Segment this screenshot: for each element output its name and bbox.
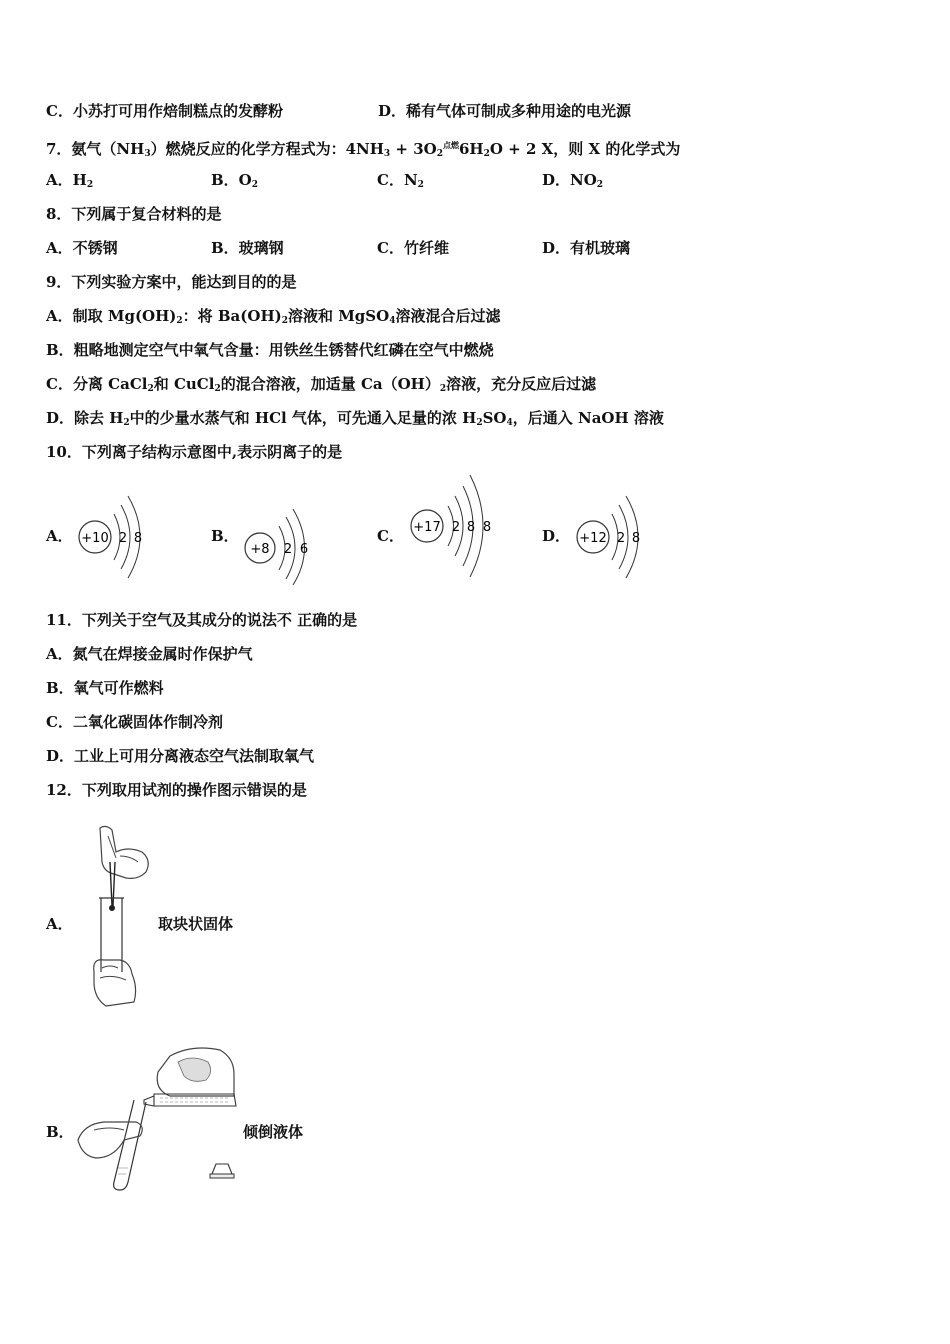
shell-electrons-1: 2 bbox=[118, 531, 128, 546]
q8-stem: 8．下列属于复合材料的是 bbox=[46, 205, 222, 223]
q6-option-c: C．小苏打可用作焙制糕点的发酵粉 bbox=[46, 102, 283, 120]
q8-option-c: C．竹纤维 bbox=[377, 239, 449, 257]
q6-option-d: D．稀有气体可制成多种用途的电光源 bbox=[378, 102, 632, 120]
q9-stem: 9．下列实验方案中，能达到目的的是 bbox=[46, 273, 297, 291]
q7-option-c: C．$N_2$ bbox=[377, 171, 424, 190]
q8-option-b: B．玻璃钢 bbox=[211, 239, 284, 257]
shell-electrons-1: 2 bbox=[451, 520, 461, 535]
figure-take-solid bbox=[86, 822, 156, 1016]
atom-diagram-c bbox=[408, 472, 498, 582]
q9-option-d: D．除去 $H_2$中的少量水蒸气和 HCl 气体，可先通入足量的浓 $H_2SO_4$，后通入 NaOH 溶液 bbox=[46, 409, 664, 428]
shell-electrons-3: 8 bbox=[482, 520, 492, 535]
figure-pour-liquid bbox=[74, 1040, 244, 1199]
q12-option-a-label: A． bbox=[46, 915, 73, 933]
q9-option-b: B．粗略地测定空气中氧气含量：用铁丝生锈替代红磷在空气中燃烧 bbox=[46, 341, 494, 359]
nucleus-charge: +12 bbox=[579, 531, 607, 546]
nucleus-charge: +8 bbox=[250, 542, 270, 557]
q8-option-a: A．不锈钢 bbox=[46, 239, 118, 257]
q7-option-d: D．$NO_2$ bbox=[542, 171, 604, 190]
atom-diagram-d bbox=[574, 492, 654, 582]
atom-diagram-b bbox=[242, 506, 322, 586]
q10-stem: 10．下列离子结构示意图中,表示阴离子的是 bbox=[46, 443, 343, 461]
q10-option-c-label: C． bbox=[377, 527, 404, 545]
q11-stem: 11．下列关于空气及其成分的说法不 正确的是 bbox=[46, 611, 358, 629]
q9-option-c: C．分离 CaCl$_2$和 CuCl$_2$的混合溶液，加适量 $Ca(OH)_2$溶液，充分反应后过滤 bbox=[46, 375, 597, 394]
shell-electrons-2: 6 bbox=[299, 542, 309, 557]
q11-option-c: C．二氧化碳固体作制冷剂 bbox=[46, 713, 223, 731]
q8-option-d: D．有机玻璃 bbox=[542, 239, 631, 257]
q12-caption-a: 取块状固体 bbox=[158, 915, 234, 933]
q7-option-a: A．$H_2$ bbox=[46, 171, 94, 190]
q11-option-a: A．氮气在焊接金属时作保护气 bbox=[46, 645, 253, 663]
nucleus-charge: +17 bbox=[413, 520, 441, 535]
q12-stem: 12．下列取用试剂的操作图示错误的是 bbox=[46, 781, 307, 799]
shell-electrons-1: 2 bbox=[616, 531, 626, 546]
shell-electrons-2: 8 bbox=[133, 531, 143, 546]
shell-electrons-1: 2 bbox=[283, 542, 293, 557]
q11-option-d: D．工业上可用分离液态空气法制取氧气 bbox=[46, 747, 315, 765]
q12-caption-b: 倾倒液体 bbox=[243, 1123, 304, 1141]
q7-stem: 7．氨气$(NH_3)$燃烧反应的化学方程式为：$4NH_3 + 3O_2^{点燃}6H_2O + 2$ X，则 X 的化学式为 bbox=[46, 140, 681, 159]
shell-electrons-2: 8 bbox=[466, 520, 476, 535]
nucleus-charge: +10 bbox=[81, 531, 109, 546]
atom-diagram-a bbox=[76, 492, 156, 582]
reaction-condition: 点燃 bbox=[442, 140, 459, 150]
q10-option-a-label: A． bbox=[46, 527, 73, 545]
q10-option-d-label: D． bbox=[542, 527, 571, 545]
q7-option-b: B．$O_2$ bbox=[211, 171, 259, 190]
q11-option-b: B．氧气可作燃料 bbox=[46, 679, 164, 697]
q12-option-b-label: B． bbox=[46, 1123, 74, 1141]
q10-option-b-label: B． bbox=[211, 527, 239, 545]
q9-option-a: A．制取 $Mg(OH)_2$：将 $Ba(OH)_2$溶液和 MgSO$_4$溶液混合后过滤 bbox=[46, 307, 501, 326]
shell-electrons-2: 8 bbox=[631, 531, 641, 546]
